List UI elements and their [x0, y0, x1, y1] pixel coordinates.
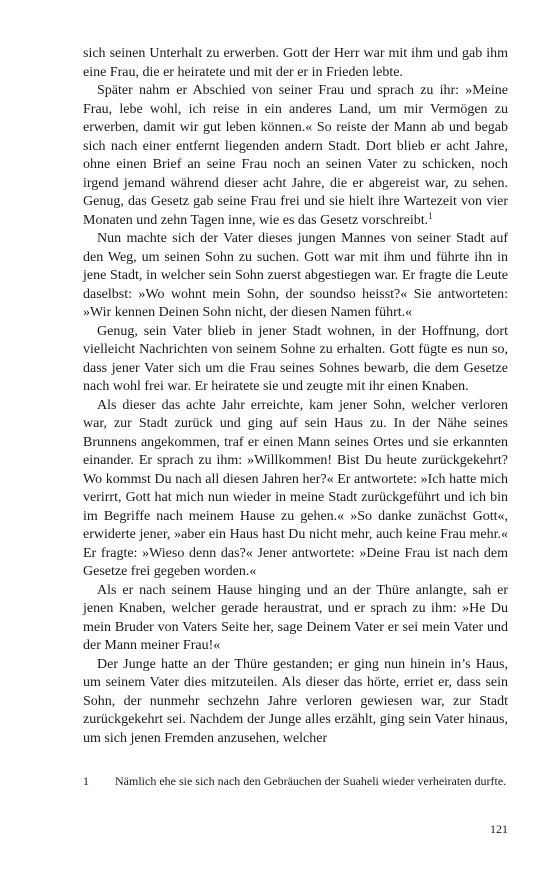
footnote-text: Nämlich ehe sie sich nach den Gebräuchen der Suaheli wieder verheiraten durfte. [115, 774, 507, 788]
footnote-number: 1 [83, 774, 89, 788]
page-number: 121 [490, 822, 508, 836]
footnote-ref: 1 [428, 210, 433, 221]
paragraph-3: Nun machte sich der Vater dieses jungen Mannes von seiner Stadt auf den Weg, um seinen Sohn zu suchen. Gott war mit ihm und führte ihn in jene Stadt, in welcher sein Sohn zuerst abgestiegen war. Er fragte die Leute daselbst: »Wo wohnt mein Sohn, der soundso heisst?« Sie antworteten: »Wir kennen Deinen Sohn nicht, der diesen Namen führt.« [83, 231, 508, 320]
paragraph-7: Der Junge hatte an der Thüre gestanden; er ging nun hinein in’s Haus, um seinem Vater dies mitzuteilen. Als dieser das hörte, erriet er, dass sein Sohn, der nunmehr sechzehn Jahre verloren gewiesen war, zur Stadt zurückgekehrt sei. Nachdem der Junge alles erzählt, ging sein Vater hinaus, um sich jenen Fremden anzusehen, welcher [83, 656, 508, 746]
paragraph-5: Als dieser das achte Jahr erreichte, kam jener Sohn, welcher verloren war, zur Stadt zurück und ging auf sein Haus zu. In der Nähe seines Brunnens angekommen, traf er einen Mann seines Ortes und sie erkannten einander. Er sprach zu ihm: »Willkommen! Bist Du heute zurückgekehrt? Wo kommst Du nach all diesen Jahren her?« Er antwortete: »Ich hatte mich verirrt, Gott hat mich nun wieder in meine Stadt zurückgeführt und ich bin im Begriffe nach meinem Hause zu gehen.« »So danke zunächst Gott«, erwiderte jener, »aber ein Haus hast Du nicht mehr, auch keine Frau mehr.« Er fragte: »Wieso denn das?« Jener antwortete: »Deine Frau ist nach dem Gesetze frei gegeben worden.« [83, 397, 508, 579]
paragraph-1: sich seinen Unterhalt zu erwerben. Gott der Herr war mit ihm und gab ihm eine Frau, die er heiratete und mit der er in Frieden lebte. [83, 46, 508, 80]
paragraph-2: Später nahm er Abschied von seiner Frau und sprach zu ihr: »Meine Frau, lebe wohl, ich reise in ein anderes Land, um mir Vermögen zu erwerben, damit wir gut leben können.« So reiste der Mann ab und begab sich nach einer entfernt liegenden andern Stadt. Dort blieb er acht Jahre, ohne einen Brief an seine Frau noch an seinen Vater zu schicken, noch irgend jemand während dieser acht Jahre, die er abgereist war, zu sehen. Genug, das Gesetz gab seine Frau frei und sie hielt ihre Wartezeit von vier Monaten und zehn Tagen inne, wie es das Gesetz vorschreibt.$^1$ [83, 83, 508, 228]
paragraph-4: Genug, sein Vater blieb in jener Stadt wohnen, in der Hoffnung, dort vielleicht Nachrichten von seinem Sohne zu erhalten. Gott fügte es nun so, dass jener Vater sich um die Frau seines Sohnes bewarb, die dem Gesetze nach wohl frei war. Er heiratete sie und zeugte mit ihr einen Knaben. [83, 323, 508, 394]
footnote [83, 774, 508, 789]
body-text [83, 45, 508, 748]
paragraph-6: Als er nach seinem Hause hinging und an der Thüre anlangte, sah er jenen Knaben, welcher gerade heraustrat, und er sprach zu ihm: »He Du mein Bruder von Vaters Seite her, sage Deinem Vater er sei mein Vater und der Mann meiner Frau!« [83, 582, 508, 653]
